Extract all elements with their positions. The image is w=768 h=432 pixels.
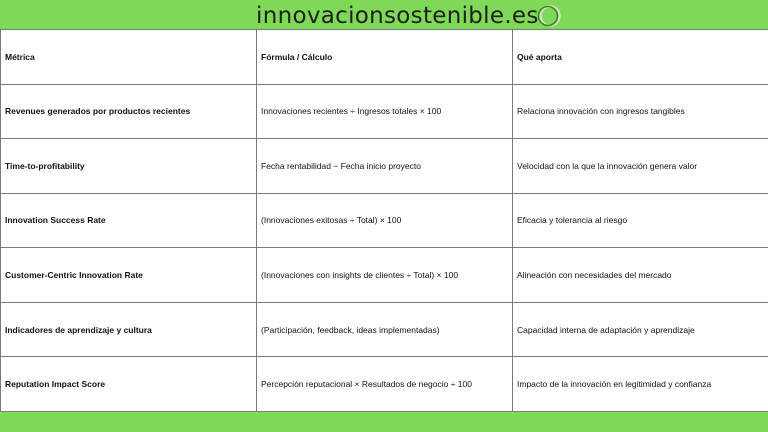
table-row <box>1 84 768 139</box>
metrics-table-container <box>0 29 768 412</box>
table-row <box>1 357 768 412</box>
formula-cell: (Innovaciones exitosas ÷ Total) × 100 <box>257 193 513 248</box>
value-cell: Eficacia y tolerancia al riesgo <box>513 193 768 248</box>
footer-bar <box>0 412 768 432</box>
header-bar <box>0 0 768 30</box>
ring-logo-icon <box>532 4 564 28</box>
metric-cell: Indicadores de aprendizaje y cultura <box>1 302 257 357</box>
formula-cell: Innovaciones recientes ÷ Ingresos totales × 100 <box>257 84 513 139</box>
metric-cell: Revenues generados por productos recientes <box>1 84 257 139</box>
table-row <box>1 302 768 357</box>
metrics-table <box>0 29 768 412</box>
formula-cell: (Participación, feedback, ideas implementadas) <box>257 302 513 357</box>
value-cell: Relaciona innovación con ingresos tangibles <box>513 84 768 139</box>
value-cell: Alineación con necesidades del mercado <box>513 248 768 303</box>
table-row <box>1 248 768 303</box>
metric-cell: Reputation Impact Score <box>1 357 257 412</box>
column-header-formula: Fórmula / Cálculo <box>257 30 513 85</box>
value-cell: Impacto de la innovación en legitimidad y confianza <box>513 357 768 412</box>
table-row <box>1 139 768 194</box>
value-cell: Velocidad con la que la innovación genera valor <box>513 139 768 194</box>
table-header-row <box>1 30 768 85</box>
formula-cell: (Innovaciones con insights de clientes ÷ Total) × 100 <box>257 248 513 303</box>
metric-cell: Customer-Centric Innovation Rate <box>1 248 257 303</box>
metric-cell: Innovation Success Rate <box>1 193 257 248</box>
formula-cell: Fecha rentabilidad − Fecha inicio proyecto <box>257 139 513 194</box>
formula-cell: Percepción reputacional × Resultados de negocio ÷ 100 <box>257 357 513 412</box>
metric-cell: Time-to-profitability <box>1 139 257 194</box>
table-row <box>1 193 768 248</box>
value-cell: Capacidad interna de adaptación y aprendizaje <box>513 302 768 357</box>
column-header-metrica: Métrica <box>1 30 257 85</box>
brand-title: innovacionsostenible.es <box>256 3 539 29</box>
column-header-que-aporta: Qué aporta <box>513 30 768 85</box>
